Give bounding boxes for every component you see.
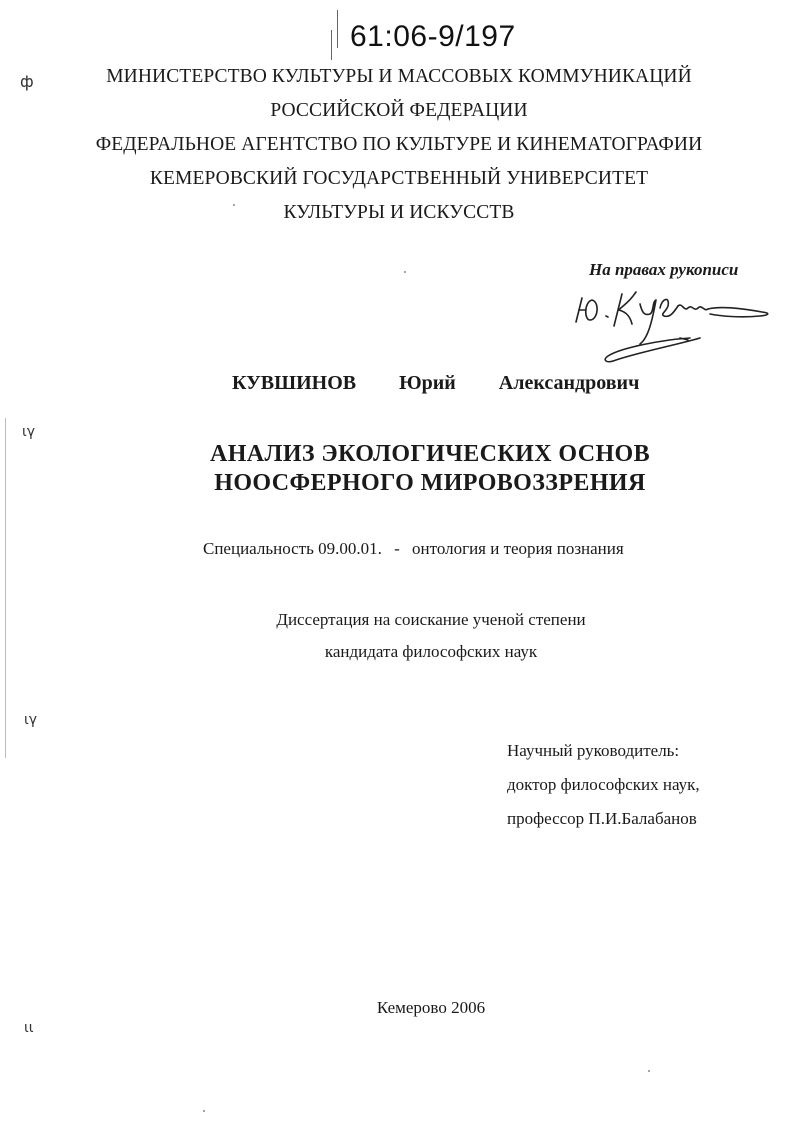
stamp-rule	[337, 10, 338, 48]
title-line-1: АНАЛИЗ ЭКОЛОГИЧЕСКИХ ОСНОВ	[210, 441, 650, 467]
margin-mark-1: ф	[20, 72, 34, 91]
margin-mark-4: ιι	[24, 1020, 34, 1036]
degree-line-1: Диссертация на соискание ученой степени	[276, 610, 586, 629]
specialty-name: онтология и теория познания	[412, 539, 624, 558]
organization-header	[0, 60, 798, 230]
specialty-dash: -	[394, 539, 400, 558]
handwritten-signature	[570, 282, 780, 377]
supervisor-degree: доктор философских наук,	[507, 775, 700, 794]
specialty-code: Специальность 09.00.01.	[203, 539, 382, 558]
dissertation-title	[0, 440, 798, 498]
degree-line-2: кандидата философских наук	[324, 642, 538, 661]
margin-mark-2: ιγ	[22, 424, 36, 440]
org-line-ministry: МИНИСТЕРСТВО КУЛЬТУРЫ И МАССОВЫХ КОММУНИКАЦИЙ	[106, 66, 692, 87]
author-patronymic: Александрович	[498, 372, 640, 394]
author-first-name: Юрий	[399, 372, 456, 394]
author-name	[232, 372, 639, 395]
scan-speck	[404, 271, 406, 273]
archive-stamp-code: 61:06-9/197	[350, 20, 516, 53]
stamp-rule-2	[331, 30, 332, 60]
org-line-agency: ФЕДЕРАЛЬНОЕ АГЕНТСТВО ПО КУЛЬТУРЕ И КИНЕМАТОГРАФИИ	[95, 134, 703, 155]
supervisor-label: Научный руководитель:	[507, 741, 680, 760]
manuscript-rights-note: На правах рукописи	[589, 260, 739, 279]
city-year: Кемерово 2006	[376, 998, 486, 1017]
supervisor-name: профессор П.И.Балабанов	[507, 809, 697, 828]
scan-speck	[203, 1110, 205, 1112]
scan-speck	[648, 1070, 650, 1072]
scan-edge-rule	[5, 418, 6, 758]
specialty-line	[203, 539, 624, 559]
author-surname: КУВШИНОВ	[232, 372, 357, 394]
org-line-federation: РОССИЙСКОЙ ФЕДЕРАЦИИ	[270, 100, 528, 121]
org-line-university: КЕМЕРОВСКИЙ ГОСУДАРСТВЕННЫЙ УНИВЕРСИТЕТ	[149, 168, 649, 189]
org-line-university-2: КУЛЬТУРЫ И ИСКУССТВ	[283, 202, 515, 223]
supervisor-block	[507, 734, 700, 836]
scan-speck	[233, 204, 235, 206]
degree-statement	[0, 604, 798, 668]
title-line-2: НООСФЕРНОГО МИРОВОЗЗРЕНИЯ	[214, 470, 646, 496]
margin-mark-3: ιγ	[24, 712, 38, 728]
